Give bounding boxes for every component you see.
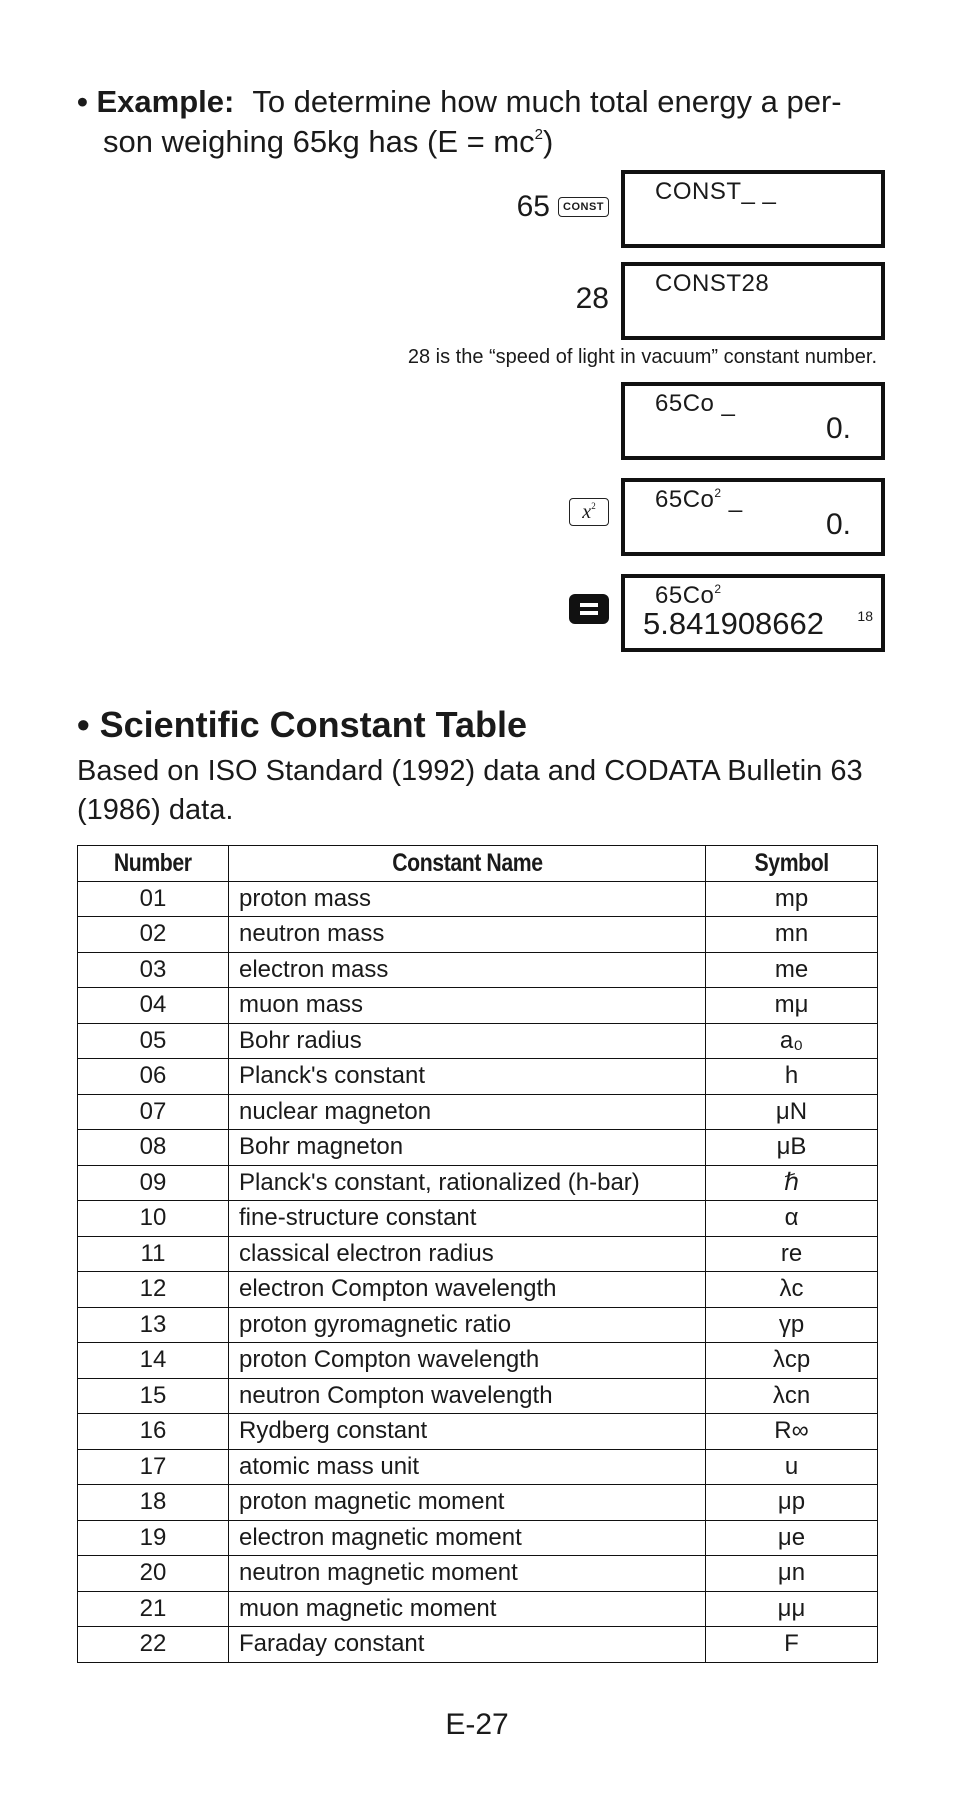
lcd-display-1	[621, 170, 885, 248]
table-row	[78, 1414, 878, 1450]
cell-symbol: me	[706, 952, 878, 988]
table-row	[78, 1556, 878, 1592]
cell-constant-name: proton magnetic moment	[229, 1485, 706, 1521]
cell-symbol: γp	[706, 1307, 878, 1343]
cell-constant-name: neutron mass	[229, 917, 706, 953]
step2-input: 28	[575, 282, 609, 315]
x-squared-key: $x^2$	[569, 498, 609, 526]
lcd-display-5	[621, 574, 885, 652]
cell-symbol: μn	[706, 1556, 878, 1592]
cell-constant-name: Faraday constant	[229, 1627, 706, 1663]
table-row	[78, 1343, 878, 1379]
table-row	[78, 1627, 878, 1663]
table-row	[78, 1591, 878, 1627]
table-row	[78, 1485, 878, 1521]
cell-symbol: μp	[706, 1485, 878, 1521]
cell-symbol: u	[706, 1449, 878, 1485]
cell-constant-name: electron Compton wavelength	[229, 1272, 706, 1308]
cell-symbol: μB	[706, 1130, 878, 1166]
lcd-display-3	[621, 382, 885, 460]
cell-number: 21	[78, 1591, 229, 1627]
lcd-top-line: 65Co$^2$	[655, 582, 722, 609]
lcd-top-line: CONST_ _	[655, 178, 777, 205]
cell-number: 04	[78, 988, 229, 1024]
table-row	[78, 1236, 878, 1272]
table-row	[78, 1201, 878, 1237]
step2-keys	[576, 282, 609, 316]
cell-number: 15	[78, 1378, 229, 1414]
cell-symbol: R∞	[706, 1414, 878, 1450]
table-row	[78, 1307, 878, 1343]
section-title: • Scientific Constant Table	[77, 704, 527, 745]
cell-number: 07	[78, 1094, 229, 1130]
table-row	[78, 1378, 878, 1414]
cell-constant-name: Rydberg constant	[229, 1414, 706, 1450]
example-text-line1: To determine how much total energy a per-	[252, 84, 842, 119]
cell-symbol: μe	[706, 1520, 878, 1556]
cell-constant-name: fine-structure constant	[229, 1201, 706, 1237]
note-text: 28 is the “speed of light in vacuum” constant number.	[407, 346, 877, 368]
cell-constant-name: muon mass	[229, 988, 706, 1024]
cell-symbol: re	[706, 1236, 878, 1272]
cell-constant-name: proton mass	[229, 881, 706, 917]
cell-symbol: ℏ	[706, 1165, 878, 1201]
cell-constant-name: neutron Compton wavelength	[229, 1378, 706, 1414]
cell-constant-name: electron magnetic moment	[229, 1520, 706, 1556]
cell-number: 01	[78, 881, 229, 917]
table-row	[78, 917, 878, 953]
lcd-top-line: CONST28	[655, 270, 770, 297]
header-constant-name: Constant Name	[229, 846, 706, 882]
constants-table	[77, 845, 878, 1663]
step1-keys	[517, 190, 609, 224]
step4-keys	[569, 498, 609, 526]
lcd-exponent: 18	[857, 608, 873, 624]
cell-symbol: α	[706, 1201, 878, 1237]
cell-symbol: μμ	[706, 1591, 878, 1627]
example-label: Example:	[96, 84, 235, 119]
table-row	[78, 1165, 878, 1201]
cell-number: 08	[78, 1130, 229, 1166]
cell-constant-name: muon magnetic moment	[229, 1591, 706, 1627]
cell-number: 13	[78, 1307, 229, 1343]
cell-constant-name: classical electron radius	[229, 1236, 706, 1272]
step1-input: 65	[516, 190, 550, 223]
bullet: •	[77, 84, 88, 119]
header-number: Number	[78, 846, 229, 882]
table-row	[78, 952, 878, 988]
step5-keys	[569, 594, 609, 624]
lcd-top-line: 65Co$^2$ _	[655, 486, 743, 513]
cell-number: 10	[78, 1201, 229, 1237]
cell-number: 09	[78, 1165, 229, 1201]
section-description: Based on ISO Standard (1992) data and CODATA Bulletin 63 (1986) data.	[77, 755, 863, 826]
cell-constant-name: proton gyromagnetic ratio	[229, 1307, 706, 1343]
table-row	[78, 1023, 878, 1059]
cell-symbol: F	[706, 1627, 878, 1663]
cell-number: 02	[78, 917, 229, 953]
equals-key-icon	[569, 594, 609, 624]
example-paragraph	[77, 82, 897, 162]
cell-number: 06	[78, 1059, 229, 1095]
cell-symbol: λc	[706, 1272, 878, 1308]
lcd-value: 0.	[825, 412, 851, 445]
lcd-value: 0.	[825, 508, 851, 541]
cell-symbol: h	[706, 1059, 878, 1095]
table-row	[78, 1449, 878, 1485]
table-row	[78, 1059, 878, 1095]
lcd-top-line: 65Co _	[655, 390, 736, 417]
table-header-row	[78, 846, 878, 882]
cell-constant-name: atomic mass unit	[229, 1449, 706, 1485]
page-number: E-27	[445, 1708, 509, 1741]
table-row	[78, 1094, 878, 1130]
example-text-line2: son weighing 65kg has $(E = mc^2)$	[103, 124, 554, 159]
const-key: CONST	[558, 197, 609, 217]
table-row	[78, 1520, 878, 1556]
cell-symbol: λcn	[706, 1378, 878, 1414]
cell-number: 19	[78, 1520, 229, 1556]
lcd-display-2	[621, 262, 885, 340]
cell-number: 18	[78, 1485, 229, 1521]
cell-symbol: mn	[706, 917, 878, 953]
cell-number: 22	[78, 1627, 229, 1663]
table-row	[78, 988, 878, 1024]
cell-number: 17	[78, 1449, 229, 1485]
cell-number: 12	[78, 1272, 229, 1308]
cell-constant-name: Bohr magneton	[229, 1130, 706, 1166]
table-row	[78, 1272, 878, 1308]
cell-number: 16	[78, 1414, 229, 1450]
cell-number: 03	[78, 952, 229, 988]
cell-constant-name: proton Compton wavelength	[229, 1343, 706, 1379]
cell-constant-name: neutron magnetic moment	[229, 1556, 706, 1592]
cell-constant-name: electron mass	[229, 952, 706, 988]
cell-constant-name: Planck's constant, rationalized (h-bar)	[229, 1165, 706, 1201]
cell-symbol: λcp	[706, 1343, 878, 1379]
cell-number: 11	[78, 1236, 229, 1272]
cell-constant-name: Bohr radius	[229, 1023, 706, 1059]
cell-constant-name: Planck's constant	[229, 1059, 706, 1095]
table-row	[78, 881, 878, 917]
cell-symbol: μN	[706, 1094, 878, 1130]
cell-number: 05	[78, 1023, 229, 1059]
cell-constant-name: nuclear magneton	[229, 1094, 706, 1130]
cell-symbol: a₀	[706, 1023, 878, 1059]
table-row	[78, 1130, 878, 1166]
cell-number: 20	[78, 1556, 229, 1592]
cell-number: 14	[78, 1343, 229, 1379]
cell-symbol: mμ	[706, 988, 878, 1024]
cell-symbol: mp	[706, 881, 878, 917]
lcd-result: 5.841908662	[643, 606, 825, 641]
lcd-display-4	[621, 478, 885, 556]
header-symbol: Symbol	[706, 846, 878, 882]
